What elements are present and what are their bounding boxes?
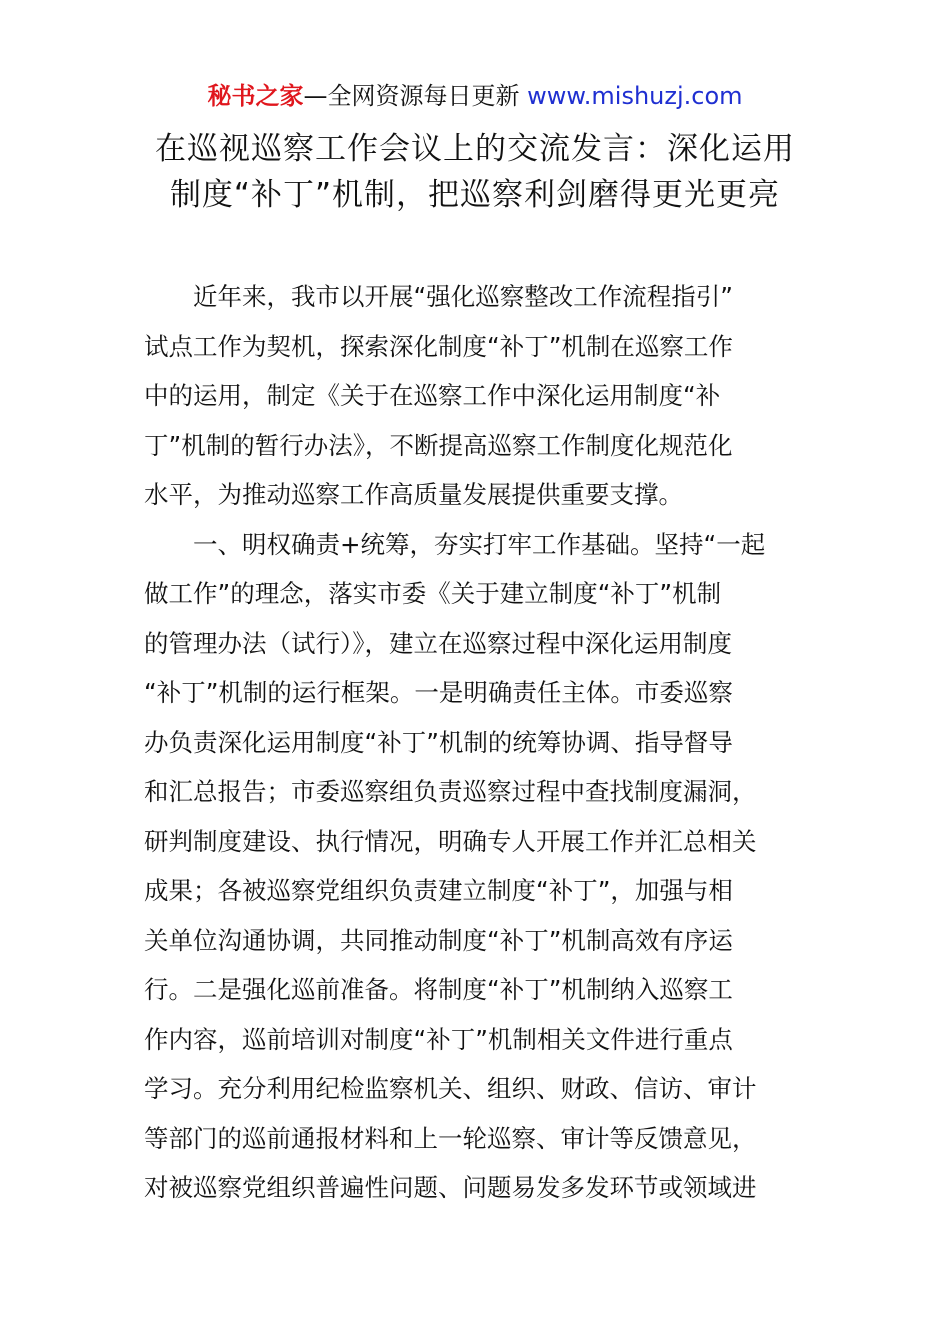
body-line: 关单位沟通协调，共同推动制度“补丁”机制高效有序运 (144, 925, 733, 955)
title-line-2: 制度“补丁”机制，把巡察利剑磨得更光更亮 (169, 177, 781, 213)
site-url-link[interactable]: www.mishuzj.com (527, 82, 743, 110)
body-line: 行。二是强化巡前准备。将制度“补丁”机制纳入巡察工 (144, 975, 733, 1004)
body-line: 试点工作为契机，探索深化制度“补丁”机制在巡察工作 (144, 331, 733, 361)
body-line: 中的运用，制定《关于在巡察工作中深化运用制度“补 (144, 381, 721, 410)
body-line: 做工作”的理念，落实市委《关于建立制度“补丁”机制 (144, 579, 722, 608)
body-line: 丁”机制的暂行办法》，不断提高巡察工作制度化规范化 (144, 430, 733, 460)
document-title (0, 126, 950, 218)
brand-name: 秘书之家 (207, 82, 304, 110)
body-line: 学习。充分利用纪检监察机关、组织、财政、信访、审计 (144, 1074, 757, 1103)
site-header (0, 80, 950, 112)
body-line: 成果；各被巡察党组织负责建立制度“补丁”，加强与相 (144, 876, 733, 905)
body-line: 水平，为推动巡察工作高质量发展提供重要支撑。 (144, 480, 683, 509)
body-line: 一、明权确责+统筹，夯实打牢工作基础。坚持“一起 (193, 529, 766, 559)
body-line: 对被巡察党组织普遍性问题、问题易发多发环节或领域进 (144, 1173, 757, 1202)
body-line: 办负责深化运用制度“补丁”机制的统筹协调、指导督导 (144, 727, 733, 757)
body-line: “补丁”机制的运行框架。一是明确责任主体。市委巡察 (144, 678, 733, 707)
body-line: 作内容，巡前培训对制度“补丁”机制相关文件进行重点 (144, 1024, 733, 1054)
body-line: 研判制度建设、执行情况，明确专人开展工作并汇总相关 (144, 826, 757, 856)
header-tagline: —全网资源每日更新 (303, 82, 520, 110)
body-line: 和汇总报告；市委巡察组负责巡察过程中查找制度漏洞， (144, 777, 757, 806)
body-line: 近年来，我市以开展“强化巡察整改工作流程指引” (193, 282, 733, 311)
body-line: 等部门的巡前通报材料和上一轮巡察、审计等反馈意见， (144, 1123, 757, 1153)
body-line: 的管理办法（试行）》，建立在巡察过程中深化运用制度 (144, 628, 732, 658)
document-body (144, 272, 808, 1213)
title-line-1: 在巡视巡察工作会议上的交流发言：深化运用 (155, 131, 795, 167)
